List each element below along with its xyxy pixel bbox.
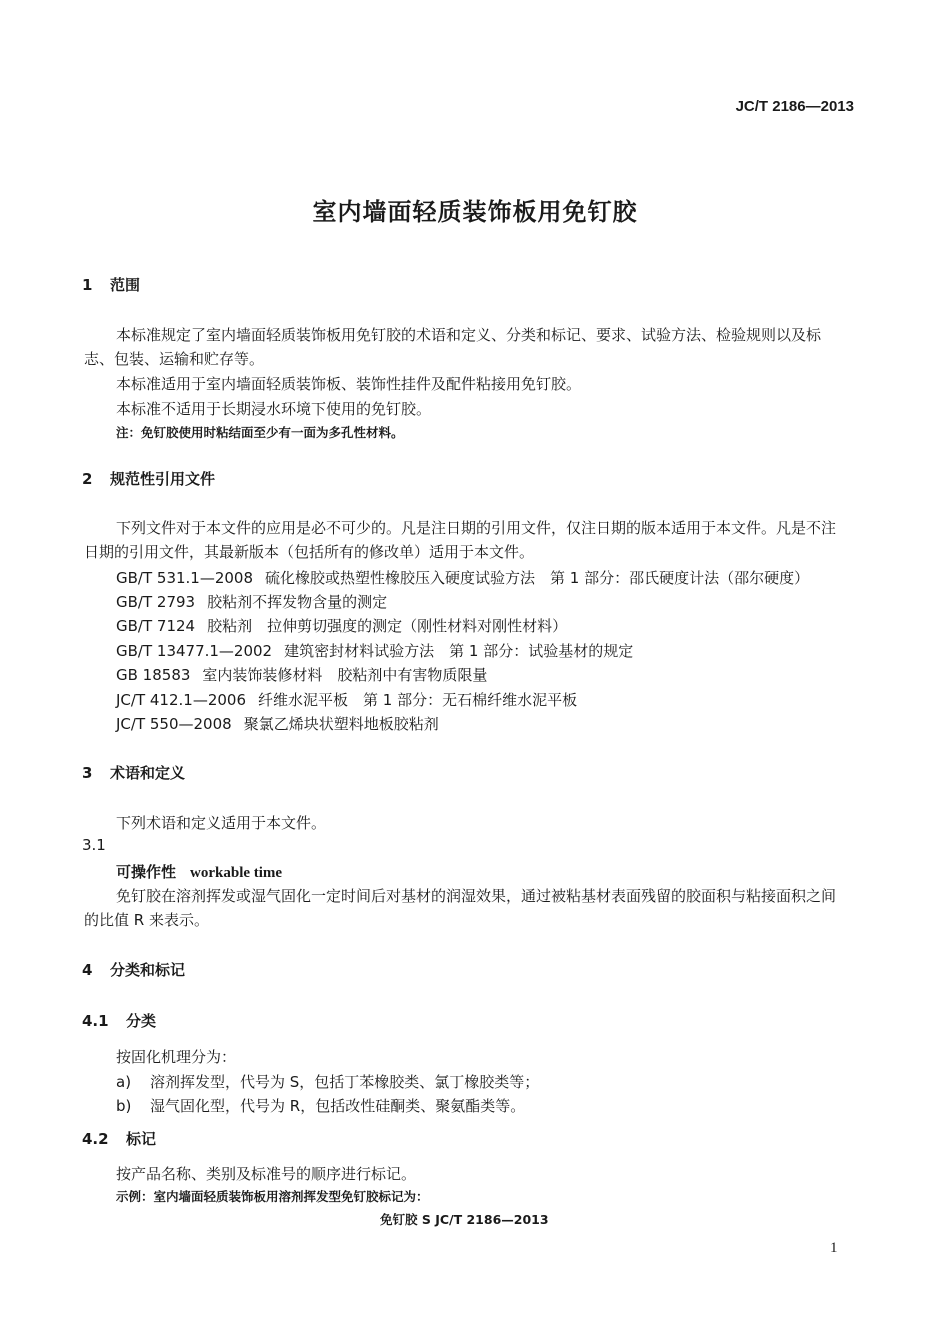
- page-number: 1: [830, 1240, 838, 1256]
- section-4-heading: [82, 959, 185, 980]
- reference-item: [116, 713, 439, 734]
- section-3-heading: [82, 762, 185, 783]
- subsection-4-2-heading: [82, 1128, 156, 1149]
- reference-code: GB/T 7124: [116, 617, 196, 635]
- section-title: 规范性引用文件: [110, 470, 216, 488]
- term-definition: 免钉胶在溶剂挥发或湿气固化一定时间后对基材的润湿效果，通过被粘基材表面残留的胶面积与粘接面积之间的比值 R 来表示。: [84, 887, 837, 929]
- reference-title: 胶粘剂不挥发物含量的测定: [207, 593, 388, 611]
- section-number: 4: [82, 961, 93, 979]
- classification-item: [116, 1095, 525, 1116]
- terms-intro: 下列术语和定义适用于本文件。: [116, 814, 327, 832]
- reference-title: 建筑密封材料试验方法 第 1 部分：试验基材的规定: [284, 642, 634, 660]
- reference-code: GB/T 13477.1—2002: [116, 642, 273, 660]
- item-text: 溶剂挥发型，代号为 S，包括丁苯橡胶类、氯丁橡胶类等；: [150, 1073, 540, 1091]
- section-number: 3: [82, 764, 93, 782]
- reference-title: 纤维水泥平板 第 1 部分：无石棉纤维水泥平板: [258, 691, 578, 709]
- section-title: 范围: [110, 276, 141, 294]
- subsection-number: 4.1: [82, 1012, 109, 1030]
- term-number: 3.1: [82, 836, 106, 854]
- reference-item: [116, 591, 387, 612]
- references-intro: 下列文件对于本文件的应用是必不可少的。凡是注日期的引用文件，仅注日期的版本适用于本文件。凡是不注日期的引用文件，其最新版本（包括所有的修改单）适用于本文件。: [84, 519, 837, 561]
- marking-example: 示例：室内墙面轻质装饰板用溶剂挥发型免钉胶标记为：: [116, 1189, 429, 1204]
- reference-item: [116, 615, 567, 636]
- reference-item: [116, 640, 633, 661]
- section-2-heading: [82, 468, 215, 489]
- reference-code: JC/T 412.1—2006: [116, 691, 246, 709]
- reference-title: 胶粘剂 拉伸剪切强度的测定（刚性材料对刚性材料）: [207, 617, 568, 635]
- scope-note: 注：免钉胶使用时粘结面至少有一面为多孔性材料。: [116, 425, 404, 440]
- section-title: 分类和标记: [110, 961, 186, 979]
- subsection-title: 标记: [126, 1130, 157, 1148]
- reference-item: [116, 664, 487, 685]
- term-heading: [116, 861, 282, 882]
- term-english: workable time: [190, 865, 283, 881]
- reference-item: [116, 567, 809, 588]
- standard-code: JC/T 2186—2013: [735, 98, 854, 115]
- reference-title: 硫化橡胶或热塑性橡胶压入硬度试验方法 第 1 部分：邵氏硬度计法（邵尔硬度）: [265, 569, 810, 587]
- marking-example-mark: 免钉胶 S JC/T 2186—2013: [380, 1212, 549, 1227]
- classification-intro: 按固化机理分为：: [116, 1048, 237, 1066]
- section-title: 术语和定义: [110, 764, 186, 782]
- scope-paragraph-2: 本标准适用于室内墙面轻质装饰板、装饰性挂件及配件粘接用免钉胶。: [116, 375, 582, 393]
- document-title: 室内墙面轻质装饰板用免钉胶: [312, 198, 638, 226]
- subsection-4-1-heading: [82, 1010, 156, 1031]
- item-label: b): [116, 1097, 132, 1115]
- scope-paragraph-3: 本标准不适用于长期浸水环境下使用的免钉胶。: [116, 400, 432, 418]
- section-number: 2: [82, 470, 93, 488]
- item-text: 湿气固化型，代号为 R，包括改性硅酮类、聚氨酯类等。: [150, 1097, 526, 1115]
- reference-code: GB 18583: [116, 666, 191, 684]
- reference-code: GB/T 531.1—2008: [116, 569, 254, 587]
- reference-title: 聚氯乙烯块状塑料地板胶粘剂: [243, 715, 439, 733]
- reference-code: JC/T 550—2008: [116, 715, 232, 733]
- reference-title: 室内装饰装修材料 胶粘剂中有害物质限量: [202, 666, 488, 684]
- term-chinese: 可操作性: [116, 863, 177, 881]
- subsection-title: 分类: [126, 1012, 157, 1030]
- reference-code: GB/T 2793: [116, 593, 196, 611]
- section-number: 1: [82, 276, 93, 294]
- reference-item: [116, 689, 577, 710]
- scope-paragraph-1: 本标准规定了室内墙面轻质装饰板用免钉胶的术语和定义、分类和标记、要求、试验方法、检验规则以及标志、包装、运输和贮存等。: [84, 326, 822, 368]
- item-label: a): [116, 1073, 132, 1091]
- classification-item: [116, 1071, 539, 1092]
- marking-paragraph: 按产品名称、类别及标准号的顺序进行标记。: [116, 1165, 417, 1183]
- subsection-number: 4.2: [82, 1130, 109, 1148]
- section-1-heading: [82, 274, 140, 295]
